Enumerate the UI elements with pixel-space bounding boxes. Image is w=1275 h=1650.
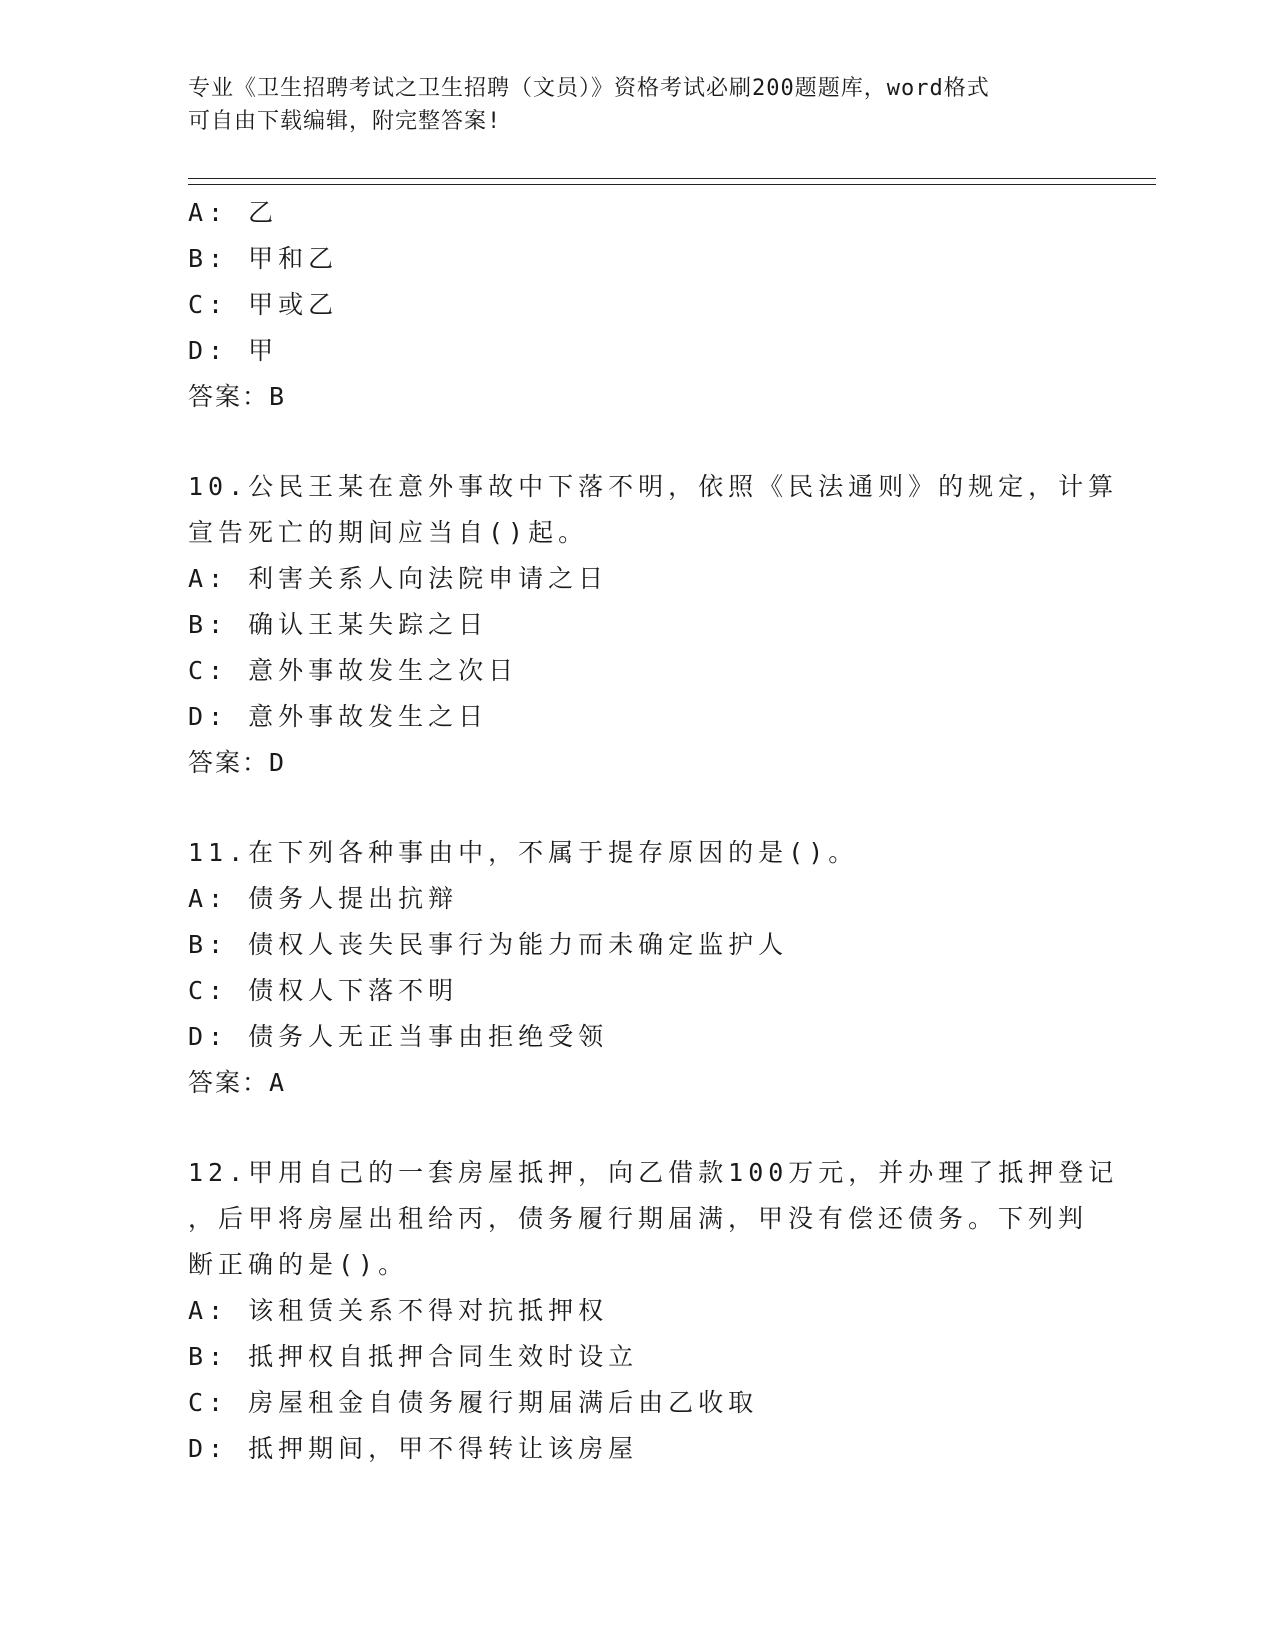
option-d: D: 意外事故发生之日 xyxy=(188,702,489,731)
answer: 答案：A xyxy=(188,1068,287,1097)
answer: 答案：D xyxy=(188,748,287,777)
header-line-2: 可自由下载编辑，附完整答案! xyxy=(188,109,502,134)
answer: 答案：B xyxy=(188,382,287,411)
option-c: C: 房屋租金自债务履行期届满后由乙收取 xyxy=(188,1388,759,1417)
option-c: C: 甲或乙 xyxy=(188,290,339,319)
question-stem: 11.在下列各种事由中，不属于提存原因的是()。 xyxy=(188,838,859,867)
document-header xyxy=(188,72,1088,138)
option-a: A: 乙 xyxy=(188,198,279,227)
option-a: A: 该租赁关系不得对抗抵押权 xyxy=(188,1296,609,1325)
question-11 xyxy=(188,830,1088,1106)
option-c: C: 意外事故发生之次日 xyxy=(188,656,519,685)
question-list xyxy=(188,190,1119,1472)
option-a: A: 利害关系人向法院申请之日 xyxy=(188,564,609,593)
question-stem: 12.甲用自己的一套房屋抵押，向乙借款100万元，并办理了抵押登记 xyxy=(188,1158,1119,1187)
question-12 xyxy=(188,1150,1119,1472)
option-d: D: 债务人无正当事由拒绝受领 xyxy=(188,1022,609,1051)
question-stem: ，后甲将房屋出租给丙，债务履行期届满，甲没有偿还债务。下列判 xyxy=(188,1204,1089,1233)
header-line-1: 专业《卫生招聘考试之卫生招聘（文员）》资格考试必刷200题题库，word格式 xyxy=(188,76,990,101)
option-b: B: 抵押权自抵押合同生效时设立 xyxy=(188,1342,639,1371)
header-rule-bottom xyxy=(188,184,1156,185)
question-stem: 断正确的是()。 xyxy=(188,1250,409,1279)
header-rule-top xyxy=(188,178,1156,179)
question-stem: 10.公民王某在意外事故中下落不明，依照《民法通则》的规定，计算 xyxy=(188,472,1119,501)
option-a: A: 债务人提出抗辩 xyxy=(188,884,459,913)
option-b: B: 甲和乙 xyxy=(188,244,339,273)
option-d: D: 抵押期间，甲不得转让该房屋 xyxy=(188,1434,639,1463)
option-d: D: 甲 xyxy=(188,336,279,365)
question-9 xyxy=(188,190,1088,420)
option-b: B: 确认王某失踪之日 xyxy=(188,610,489,639)
question-10 xyxy=(188,464,1119,786)
option-b: B: 债权人丧失民事行为能力而未确定监护人 xyxy=(188,930,789,959)
question-stem: 宣告死亡的期间应当自()起。 xyxy=(188,518,589,547)
option-c: C: 债权人下落不明 xyxy=(188,976,459,1005)
